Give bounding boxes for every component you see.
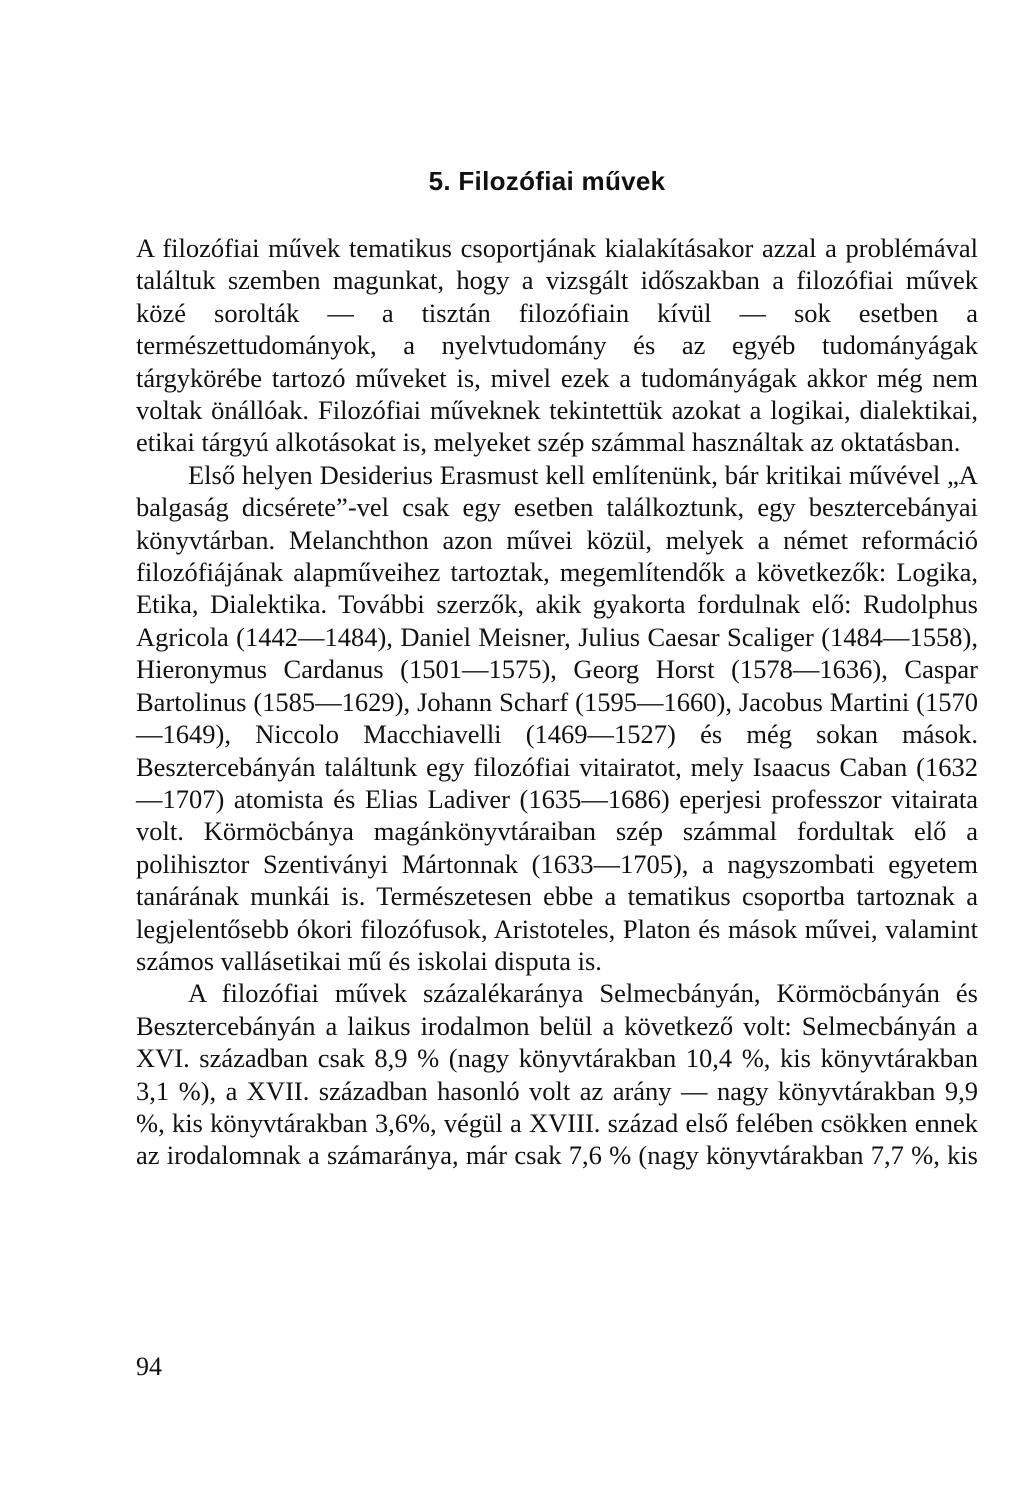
body-text	[136, 232, 978, 1172]
section-heading: 5. Filozófiai művek	[428, 166, 666, 196]
paragraph-2: Első helyen Desiderius Erasmust kell említenünk, bár kritikai művével „A balgaság dicsérete”-vel csak egy esetben találkoztunk, egy besztercebányai könyvtárban. Melanchthon azon művei közül, melyek a német reformáció filozófiájának alapműveihez tartoztak, megemlítendők a következők: Logika, Etika, Dialektika. További szerzők, akik gyakorta fordulnak elő: Rudolphus Agricola (1442—1484), Daniel Meisner, Julius Caesar Scaliger (1484—1558), Hieronymus Cardanus (1501—1575), Georg Horst (1578—1636), Caspar Bartolinus (1585—1629), Johann Scharf (1595—1660), Jacobus Martini (1570—1649), Niccolo Macchiavelli (1469—1527) és még sokan mások. Besztercebányán találtunk egy filozófiai vitairatot, mely Isaacus Caban (1632—1707) atomista és Elias Ladiver (1635—1686) eperjesi professzor vitairata volt. Körmöcbánya magánkönyvtáraiban szép számmal fordultak elő a polihisztor Szentiványi Mártonnak (1633—1705), a nagyszombati egyetem tanárának munkái is. Természetesen ebbe a tematikus csoportba tartoznak a legjelentősebb ókori filozófusok, Aristoteles, Platon és mások művei, valamint számos vallásetikai mű és iskolai disputa is.	[136, 459, 978, 976]
paragraph-1: A filozófiai művek tematikus csoportjának kialakításakor azzal a problémával találtuk szemben magunkat, hogy a vizsgált időszakban a filozófiai művek közé sorolták — a tisztán filozófiain kívül — sok esetben a természettudományok, a nyelvtudomány és az egyéb tudományágak tárgykörébe tartozó műveket is, mivel ezek a tudományágak akkor még nem voltak önállóak. Filozófiai műveknek tekintettük azokat a logikai, dialektikai, etikai tárgyú alkotásokat is, melyeket szép számmal használtak az oktatásban.	[136, 233, 978, 458]
paragraph-3: A filozófiai művek százalékaránya Selmecbányán, Körmöcbányán és Besztercebányán a laikus irodalmon belül a következő volt: Selmecbányán a XVI. században csak 8,9 % (nagy könyvtárakban 10,4 %, kis könyvtárakban 3,1 %), a XVII. században hasonló volt az arány — nagy könyvtárakban 9,9 %, kis könyvtárakban 3,6%, végül a XVIII. század első felében csökken ennek az irodalomnak a számaránya, már csak 7,6 % (nagy könyvtárakban 7,7 %, kis	[136, 978, 978, 1171]
page-number: 94	[136, 1352, 162, 1381]
